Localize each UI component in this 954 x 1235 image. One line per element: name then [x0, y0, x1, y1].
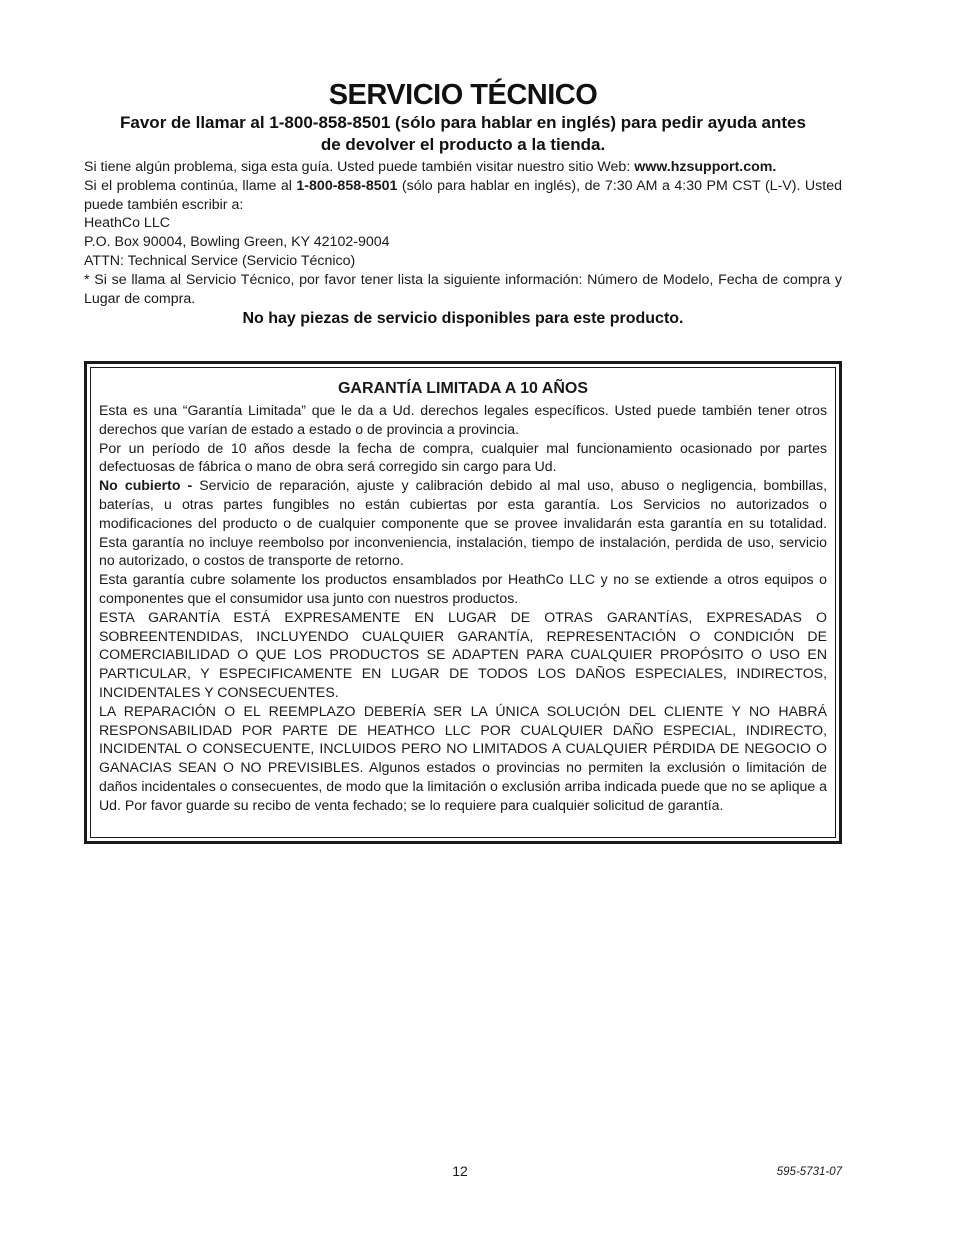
website-link[interactable]: www.hzsupport.com.	[634, 159, 777, 175]
phone-prefix: Si el problema continúa, llame al	[84, 177, 297, 194]
not-covered-text: Servicio de reparación, ajuste y calibración debido al mal uso, abuso o negligencia, bombillas, baterías, u otras partes fungibles no están cubiertas por esta garantía. Los Servicios no autorizados o modificaciones del producto o de cualquier componente que se provee invalidarán esta garantía en su totalidad. Esta garantía no incluye reembolso por inconveniencia, instalación, tiempo de instalación, perdida de uso, servicio no autorizado, o costos de transporte de retorno.	[99, 477, 828, 569]
service-section	[84, 78, 842, 330]
call-instructions	[84, 112, 842, 156]
call-instructions-line2: de devolver el producto a la tienda.	[320, 135, 606, 154]
warranty-title: GARANTÍA LIMITADA A 10 AÑOS	[337, 380, 589, 397]
warranty-paragraph-2: Por un período de 10 años desde la fecha de compra, cualquier mal funcionamiento ocasionado por partes defectuosas de fábrica o mano de obra será corregido sin cargo para Ud.	[99, 439, 827, 475]
phone-paragraph	[84, 177, 842, 215]
warranty-inner-border	[90, 367, 836, 838]
attention-line: ATTN: Technical Service (Servicio Técnico)	[84, 252, 356, 269]
document-code: 595-5731-07	[776, 1166, 842, 1178]
company-name: HeathCo LLC	[84, 215, 170, 232]
mailing-address: P.O. Box 90004, Bowling Green, KY 42102-9004	[84, 234, 390, 251]
warranty-paragraph-4: Esta garantía cubre solamente los productos ensamblados por HeathCo LLC y no se extiende a otros equipos o componentes que el consumidor usa junto con nuestros productos.	[99, 571, 827, 606]
guide-paragraph	[84, 158, 842, 177]
page-title: SERVICIO TÉCNICO	[328, 79, 598, 111]
warranty-paragraph-1: Esta es una “Garantía Limitada” que le da a Ud. derechos legales específicos. Usted puede también tener otros derechos que varían de estado a estado o de provincia a provincia.	[99, 402, 827, 437]
warranty-box	[84, 361, 842, 844]
call-instructions-line1: Favor de llamar al 1-800-858-8501 (sólo para hablar en inglés) para pedir ayuda antes	[120, 113, 806, 132]
guide-text: Si tiene algún problema, siga esta guía. Usted puede también visitar nuestro sitio Web:	[84, 159, 635, 175]
warranty-paragraph-6: LA REPARACIÓN O EL REEMPLAZO DEBERÍA SER LA ÚNICA SOLUCIÓN DEL CLIENTE Y NO HABRÁ RESPONSABILIDAD POR PARTE DE HEATHCO LLC POR CUALQUIER DAÑO ESPECIAL, INDIRECTO, INCIDENTAL O CONSECUENTE, INCLUIDOS PERO NO LIMITADOS A CUALQUIER PÉRDIDA DE NEGOCIO O GANACIAS SEAN O NO PREVISIBLES. Algunos estados o provincias no permiten la exclusión o limitación de daños incidentales o consecuentes, de modo que la limitación o exclusión arriba indicada puede que no se aplique a Ud. Por favor guarde su recibo de venta fechado; se lo requiere para cualquier solicitud de garantía.	[99, 702, 827, 813]
not-covered-label: No cubierto -	[99, 477, 200, 494]
warranty-paragraph-5: ESTA GARANTÍA ESTÁ EXPRESAMENTE EN LUGAR DE OTRAS GARANTÍAS, EXPRESADAS O SOBREENTENDIDAS, INCLUYENDO CUALQUIER GARANTÍA, REPRESENTACIÓN O CONDICIÓN DE COMERCIABILIDAD O QUE LOS PRODUCTOS SE ADAPTEN PARA CUALQUIER PROPÓSITO O USO EN PARTICULAR, Y ESPECIFICAMENTE EN LUGAR DE TODOS LOS DAÑOS ESPECIALES, INDIRECTOS, INCIDENTALES Y CONSECUENTES.	[99, 608, 827, 700]
phone-number: 1-800-858-8501	[296, 177, 398, 194]
warranty-paragraph-3	[99, 476, 827, 570]
no-parts-notice: No hay piezas de servicio disponibles para este producto.	[242, 310, 684, 328]
page-number: 12	[452, 1163, 468, 1179]
phone-suffix: (sólo para hablar en inglés), de 7:30 AM a 4:30 PM CST (L-V). Usted puede también escribir a:	[84, 177, 842, 213]
service-note: * Si se llama al Servicio Técnico, por favor tener lista la siguiente información: Número de Modelo, Fecha de compra y Lugar de compra.	[84, 271, 842, 307]
